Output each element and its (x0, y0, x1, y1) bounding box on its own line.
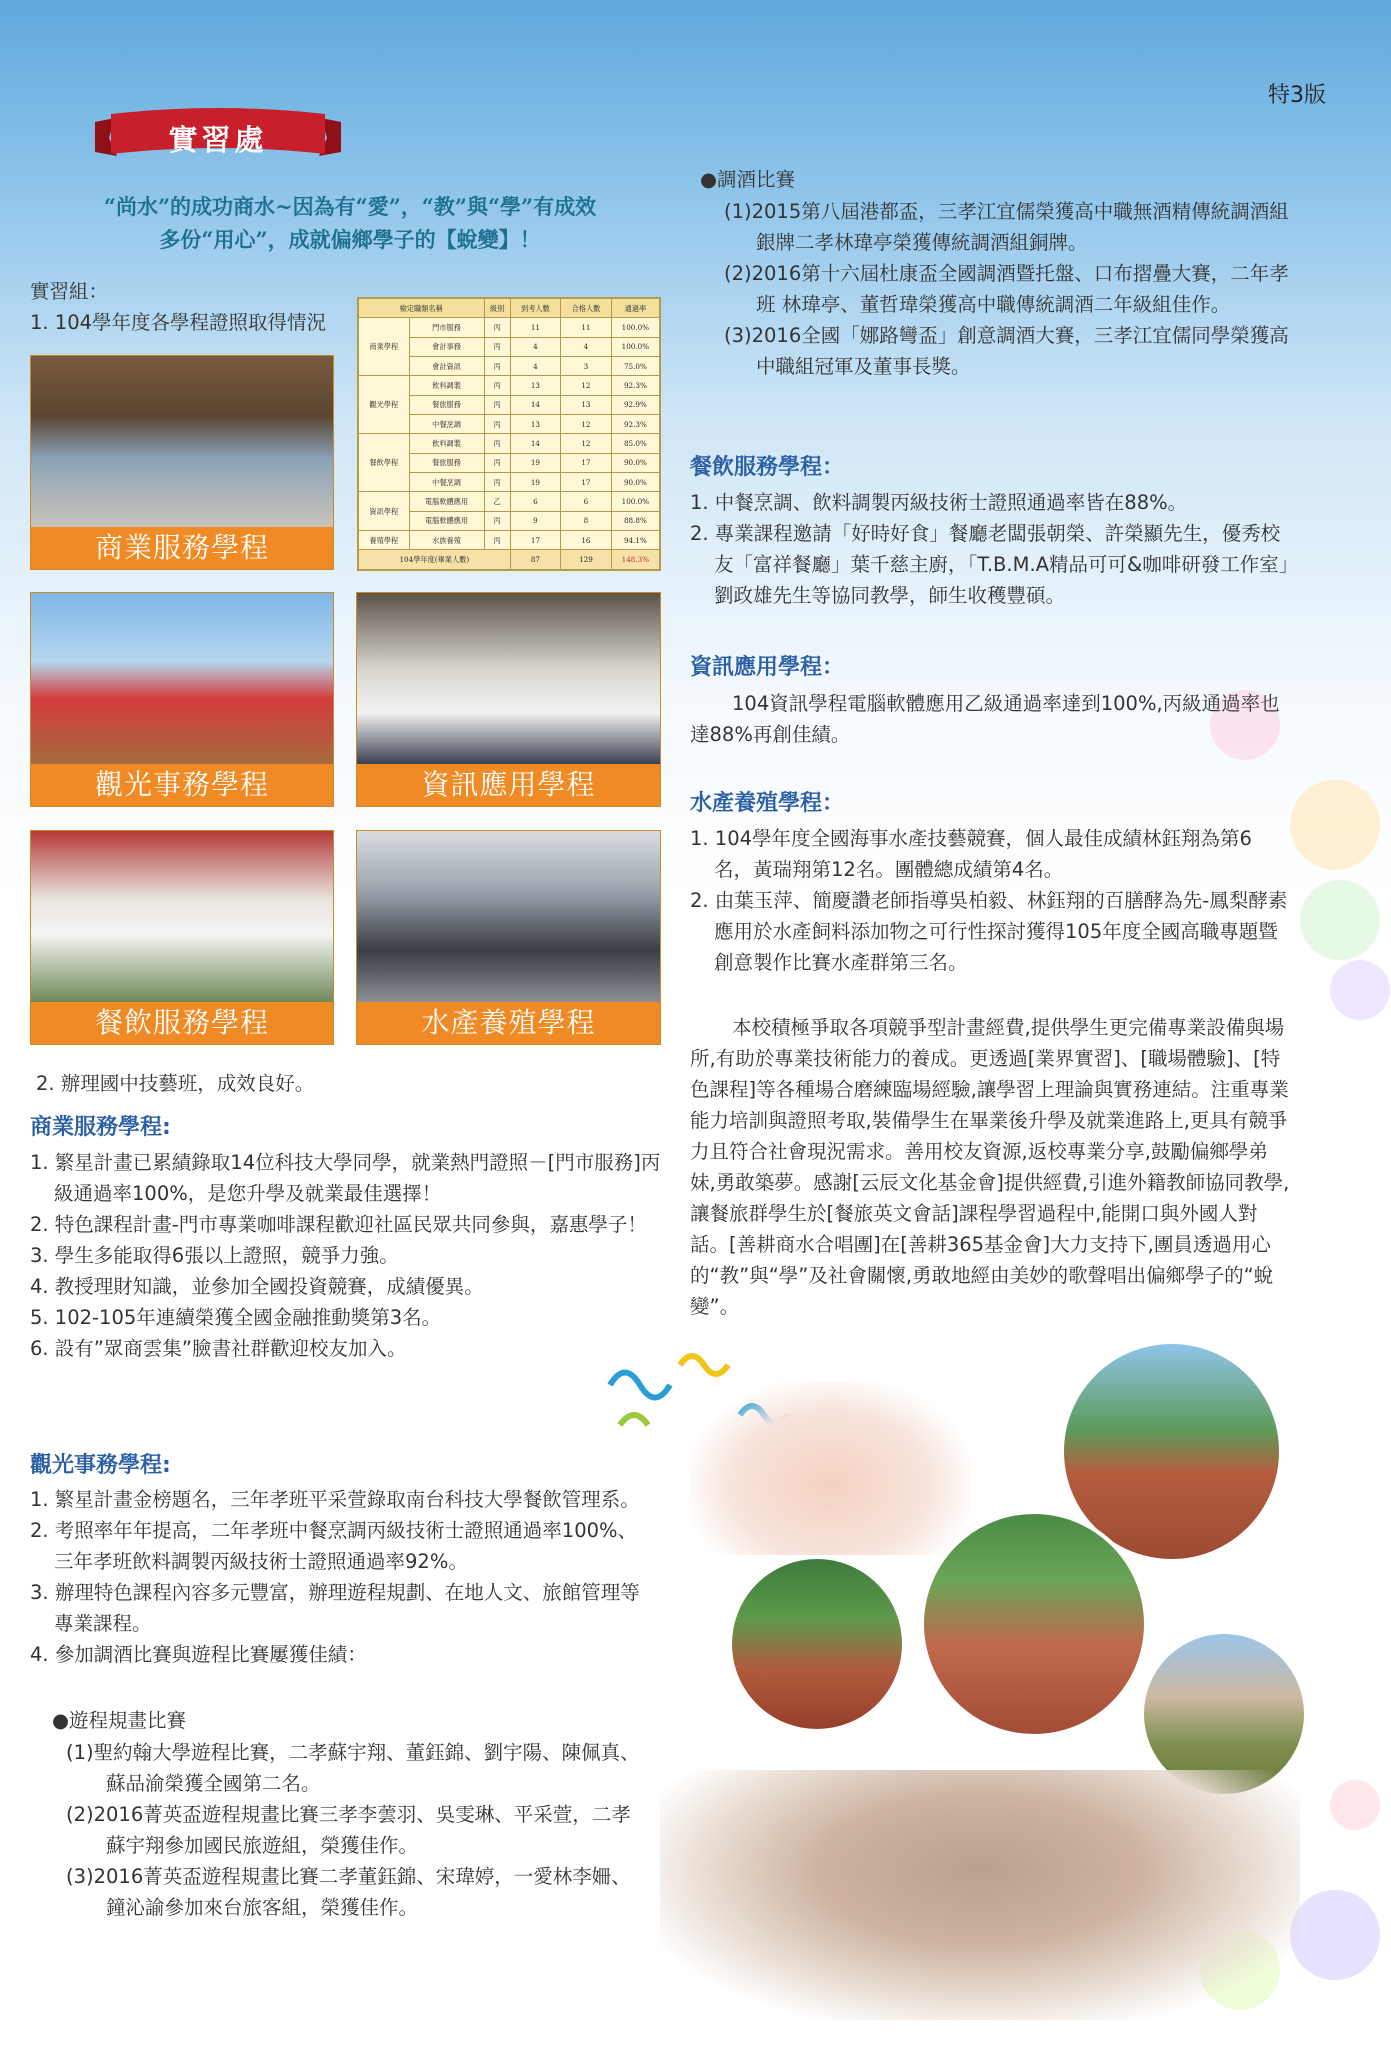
table-cell-job: 門市服務 (409, 318, 484, 337)
cert-header-attend: 到考人數 (510, 299, 561, 318)
table-row (359, 318, 660, 337)
list-item: 2. 考照率年年提高，二年孝班中餐烹調丙級技術士證照通過率100%、三年孝班飲料調製丙級技術士證照通過率92%。 (30, 1519, 638, 1573)
banner-title: 實習處 (168, 123, 268, 157)
list-item: 3. 學生多能取得6張以上證照，競爭力強。 (30, 1244, 399, 1267)
group-photo-image (357, 831, 660, 1002)
table-cell-rate: 94.1% (611, 531, 659, 550)
list-item: 3. 辦理特色課程內容多元豐富，辦理遊程規劃、在地人文、旅館管理等專業課程。 (30, 1581, 640, 1635)
decor-bubble (1330, 1780, 1380, 1830)
table-cell-level: 丙 (484, 473, 510, 492)
edition-label: 特3版 (1268, 83, 1326, 108)
table-cell-attend: 19 (510, 453, 561, 472)
parade-photo (660, 1770, 1300, 2020)
table-cell-rate: 100.0% (611, 337, 659, 356)
list-item: (1)聖約翰大學遊程比賽，二孝蘇宇翔、董鈺錦、劉宇陽、陳佩真、蘇品渝榮獲全國第二名。 (66, 1741, 640, 1795)
table-cell-attend: 4 (510, 357, 561, 376)
bartend-competition-title: ●調酒比賽 (700, 168, 796, 191)
table-cell-pass: 3 (561, 357, 612, 376)
table-cell-level: 丙 (484, 434, 510, 453)
table-cell-attend: 13 (510, 415, 561, 434)
table-cell-pass: 12 (561, 376, 612, 395)
list-item: 4. 參加調酒比賽與遊程比賽屢獲佳績： (30, 1643, 367, 1666)
table-row (359, 492, 660, 511)
table-cell-program: 資訊學程 (359, 492, 410, 531)
table-cell-pass: 12 (561, 434, 612, 453)
list-item: 1. 繁星計畫已累績錄取14位科技大學同學，就業熱門證照－[門市服務]丙級通過率100%，是您升學及就業最佳選擇！ (30, 1151, 661, 1205)
table-cell-pass: 4 (561, 337, 612, 356)
table-cell-attend: 17 (510, 531, 561, 550)
table-cell-rate: 75.0% (611, 357, 659, 376)
table-cell-rate: 85.0% (611, 434, 659, 453)
table-cell-attend: 9 (510, 511, 561, 530)
cert-header-level: 級別 (484, 299, 510, 318)
practice-group-item-2: 2. 辦理國中技藝班，成效良好。 (36, 1072, 315, 1095)
section-banner (95, 108, 341, 164)
table-row (359, 434, 660, 453)
catering-section-title: 餐飲服務學程： (690, 455, 845, 480)
cert-header-rate: 通過率 (611, 299, 659, 318)
table-row (359, 531, 660, 550)
students-cheering-photo (690, 1380, 970, 1555)
table-cell-rate: 100.0% (611, 318, 659, 337)
table-cell-attend: 19 (510, 473, 561, 492)
table-cell-rate: 92.3% (611, 376, 659, 395)
closing-paragraph: 本校積極爭取各項競爭型計畫經費,提供學生更完備專業設備與場所,有助於專業技術能力的養成。更透過[業界實習]、[職場體驗]、[特色課程]等各種場合磨練臨場經驗,讓學習上理論與實務連結。注重專業能力培訓與證照考取,裝備學生在畢業後升學及就業進路上,更具有競爭力且符合社會現況需求。善用校友資源,返校專業分享,鼓勵偏鄉學弟妹,勇敢築夢。感謝[云辰文化基金會]提供經費,引進外籍教師協同教學,讓餐旅群學生於[餐旅英文會話]課程學習過程中,能開口與外國人對話。[善耕商水合唱團]在[善耕365基金會]大力支持下,團員透過用心的“教”與“學”及社會關懷,勇敢地經由美妙的歌聲唱出偏鄉學子的“蛻變”。 (690, 1016, 1290, 1318)
table-cell-job: 水族養殖 (409, 531, 484, 550)
table-cell-attend: 14 (510, 395, 561, 414)
table-cell-pass: 11 (561, 318, 612, 337)
table-cell-pass: 8 (561, 511, 612, 530)
group-photo-image (31, 831, 333, 1002)
business-section-title: 商業服務學程: (30, 1115, 171, 1140)
table-cell-level: 丙 (484, 453, 510, 472)
table-cell-program: 商業學程 (359, 318, 410, 376)
list-item: 5. 102-105年連續榮獲全國金融推動獎第3名。 (30, 1306, 442, 1329)
aqua-list (690, 823, 1290, 978)
table-cell-pass: 16 (561, 531, 612, 550)
bartend-competition-list (724, 196, 1294, 382)
aqua-section-title: 水產養殖學程： (690, 791, 845, 816)
table-cell-rate: 92.3% (611, 415, 659, 434)
table-cell-level: 丙 (484, 376, 510, 395)
table-cell-pass: 13 (561, 395, 612, 414)
table-cell-rate: 92.9% (611, 395, 659, 414)
list-item: (1)2015第八屆港都盃，三孝江宜儒榮獲高中職無酒精傳統調酒組 銀牌二孝林瑋亭榮獲傳統調酒組銅牌。 (724, 200, 1289, 254)
table-cell-pass: 17 (561, 473, 612, 492)
table-row (359, 376, 660, 395)
list-item: 2. 特色課程計畫-門市專業咖啡課程歡迎社區民眾共同參與，嘉惠學子！ (30, 1213, 647, 1236)
catering-list (690, 487, 1290, 611)
table-cell-level: 丙 (484, 395, 510, 414)
table-cell-attend: 14 (510, 434, 561, 453)
table-cell-rate: 90.0% (611, 473, 659, 492)
list-item: 1. 104學年度全國海事水產技藝競賽，個人最佳成績林鈺翔為第6名，黃瑞翔第12名。團體總成績第4名。 (690, 827, 1252, 881)
cert-table (357, 297, 661, 571)
table-total-row (359, 550, 660, 570)
tour-competition-title: ●遊程規畫比賽 (52, 1709, 187, 1732)
table-cell-attend: 4 (510, 337, 561, 356)
table-cell-program: 餐飲學程 (359, 434, 410, 492)
list-item: (3)2016菁英盃遊程規畫比賽二孝董鈺錦、宋瑋婷，一愛林李姍、鐘沁諭參加來台旅客組，榮獲佳作。 (66, 1865, 631, 1919)
table-total-rate: 148.3% (611, 550, 659, 570)
table-cell-job: 餐旅服務 (409, 395, 484, 414)
list-item: 2. 專業課程邀請「好時好食」餐廳老闆張朝榮、許榮顯先生，優秀校友「富祥餐廳」葉千慈主廚，「T.B.M.A精品可可&咖啡研發工作室」劉政雄先生等協同教學，師生收穫豐碩。 (690, 522, 1289, 607)
intro-line-1: “尚水”的成功商水~因為有“愛”，“教”與“學”有成效 (103, 194, 597, 219)
decor-bubble (1300, 880, 1380, 960)
practice-group-label: 實習組： (30, 280, 109, 303)
photo-tourism (30, 592, 334, 807)
table-cell-rate: 88.8% (611, 511, 659, 530)
table-cell-job: 會計事務 (409, 337, 484, 356)
table-cell-job: 電腦軟體應用 (409, 492, 484, 511)
cert-header-pass: 合格人數 (561, 299, 612, 318)
tour-competition-list (66, 1737, 641, 1923)
list-item: (2)2016第十六屆杜康盃全國調酒暨托盤、口布摺疊大賽，二年孝班 林瑋亭、董哲瑋榮獲高中職傳統調酒二年級組佳作。 (724, 262, 1289, 316)
table-cell-level: 丙 (484, 337, 510, 356)
table-cell-level: 丙 (484, 318, 510, 337)
photo-aquaculture (356, 830, 661, 1045)
table-cell-level: 丙 (484, 357, 510, 376)
photo-business (30, 355, 334, 570)
list-item: (3)2016全國「娜路彎盃」創意調酒大賽，三孝江宜儒同學榮獲高中職組冠軍及董事長獎。 (724, 324, 1289, 378)
photo-caption: 觀光事務學程 (31, 764, 333, 806)
table-cell-level: 丙 (484, 511, 510, 530)
photo-info (356, 592, 661, 807)
practice-group-item-1: 1. 104學年度各學程證照取得情況 (30, 311, 327, 334)
list-item: (2)2016菁英盃遊程規畫比賽三孝李蕓羽、吳雯琳、平采萱，二孝蘇宇翔參加國民旅遊組，榮獲佳作。 (66, 1803, 631, 1857)
table-total-label: 104學年度(畢業人數) (359, 550, 511, 570)
running-photo-1 (728, 1555, 906, 1733)
info-text: 104資訊學程電腦軟體應用乙級通過率達到100%,丙級通過率也達88%再創佳績。 (690, 692, 1280, 746)
decor-bubble (1330, 960, 1390, 1020)
group-photo-image (31, 356, 333, 527)
decor-bubble (1290, 780, 1380, 870)
list-item: 1. 中餐烹調、飲料調製丙級技術士證照通過率皆在88%。 (690, 491, 1188, 514)
table-cell-job: 飲料調製 (409, 376, 484, 395)
table-total-attend: 87 (510, 550, 561, 570)
photo-catering (30, 830, 334, 1045)
tourism-section-title: 觀光事務學程: (30, 1453, 171, 1478)
photo-caption: 資訊應用學程 (357, 764, 660, 806)
photo-caption: 水產養殖學程 (357, 1002, 660, 1044)
table-cell-job: 餐旅服務 (409, 453, 484, 472)
table-cell-attend: 13 (510, 376, 561, 395)
table-cell-job: 電腦軟體應用 (409, 511, 484, 530)
table-cell-rate: 100.0% (611, 492, 659, 511)
decor-bubble (1290, 1890, 1380, 1980)
list-item: 1. 繁星計畫金榜題名，三年孝班平采萱錄取南台科技大學餐飲管理系。 (30, 1488, 640, 1511)
table-cell-level: 乙 (484, 492, 510, 511)
cert-header-job: 檢定職類名稱 (359, 299, 485, 318)
table-cell-program: 觀光學程 (359, 376, 410, 434)
table-cell-job: 會計資訊 (409, 357, 484, 376)
table-cell-job: 中餐烹調 (409, 415, 484, 434)
list-item: 6. 設有”眾商雲集”臉書社群歡迎校友加入。 (30, 1337, 407, 1360)
info-section-title: 資訊應用學程： (690, 655, 845, 680)
running-photo-2 (920, 1510, 1148, 1738)
table-cell-program: 養殖學程 (359, 531, 410, 550)
table-cell-pass: 17 (561, 453, 612, 472)
cert-table-header (359, 299, 660, 318)
table-cell-job: 中餐烹調 (409, 473, 484, 492)
group-photo-image (357, 593, 660, 764)
photo-caption: 商業服務學程 (31, 527, 333, 569)
table-cell-level: 丙 (484, 531, 510, 550)
table-cell-level: 丙 (484, 415, 510, 434)
intro-slogan (30, 190, 670, 256)
table-cell-attend: 11 (510, 318, 561, 337)
table-cell-pass: 12 (561, 415, 612, 434)
table-cell-rate: 90.0% (611, 453, 659, 472)
table-cell-pass: 6 (561, 492, 612, 511)
intro-line-2: 多份“用心”，成就偏鄉學子的【蛻變】！ (159, 227, 541, 252)
table-cell-job: 飲料調製 (409, 434, 484, 453)
business-list (30, 1147, 670, 1364)
table-total-pass: 129 (561, 550, 612, 570)
group-photo-image (31, 593, 333, 764)
table-cell-attend: 6 (510, 492, 561, 511)
practice-group (30, 276, 360, 338)
list-item: 2. 由葉玉萍、簡慶讚老師指導吳柏毅、林鈺翔的百膳酵為先-鳳梨酵素應用於水產飼料添加物之可行性探討獲得105年度全國高職專題暨創意製作比賽水產群第三名。 (690, 889, 1288, 974)
photo-caption: 餐飲服務學程 (31, 1002, 333, 1044)
tourism-list (30, 1484, 640, 1670)
list-item: 4. 教授理財知識，並參加全國投資競賽，成績優異。 (30, 1275, 484, 1298)
